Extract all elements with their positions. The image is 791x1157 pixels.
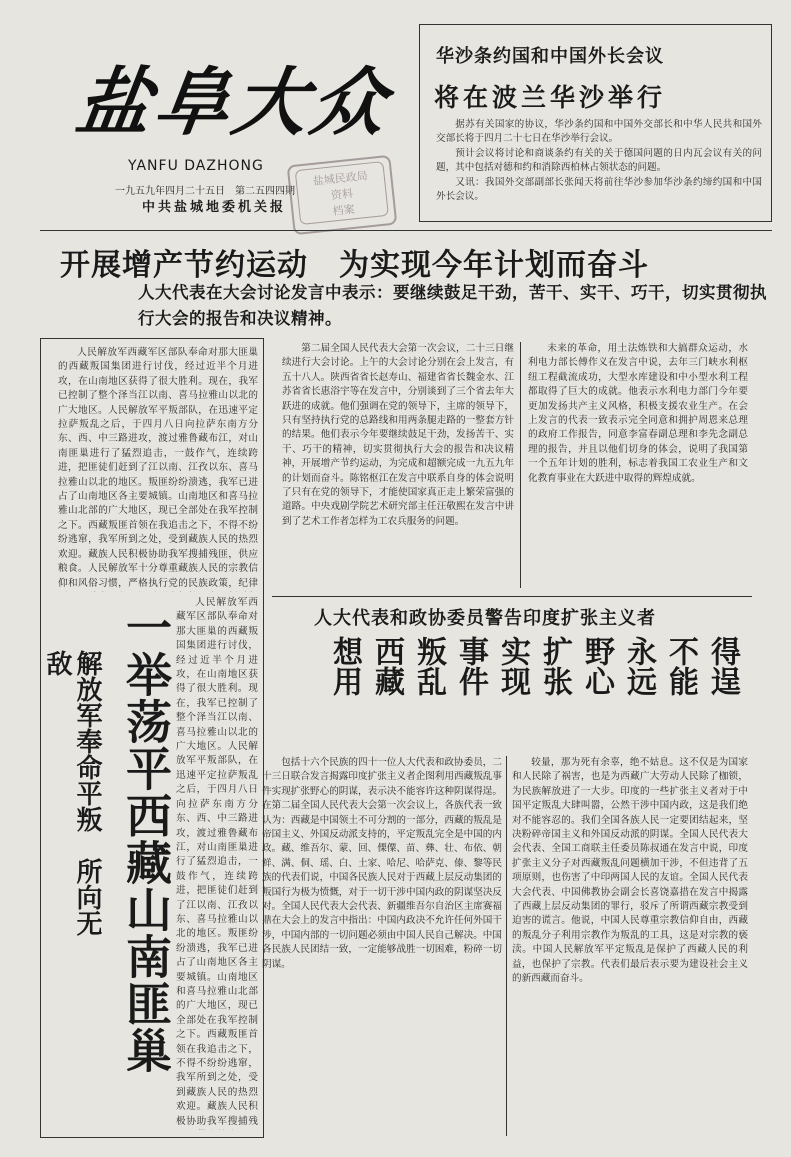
right-article-text: 包括十六个民族的四十一位人大代表和政协委员，二十三日联合发言揭露印度扩张主义者企图利用西藏叛乱事件实现扩张野心的阴谋，表示决不能容许这种阴谋得逞。在第二届全国人民代表大会第一次会议上，各族代表一致认为：西藏是中国领土不可分割的一部分，西藏的叛乱是帝国主义、外国反动派支持的，平定叛乱完全是中国的内政。藏、维吾尔、蒙、回、傈僳、苗、彝、壮、布依、朝鲜、满、侗、瑶、白、土家、哈尼、哈萨克、傣、黎等民族的代表们说，中国各民族人民对于西藏上层反动集团的叛国行为极为愤慨，对于一切干涉中国内政的阴谋坚决反对。全国人民代表大会代表、新疆维吾尔自治区主席赛福鼎在大会上的发言中指出：中国内政决不允许任何外国干涉，中国内部的一切问题必须由中国人民自己解决。中国各民族人民团结一致，一定能够战胜一切困难，粉碎一切阴谋。	[262, 757, 502, 970]
left-vertical-subhead: 解放军奉命平叛 所向无敌	[42, 650, 102, 936]
column-divider	[506, 756, 507, 1136]
main-headline: 开展增产节约运动 为实现今年计划而奋斗	[60, 248, 649, 283]
masthead-publisher: 中共盐城地委机关报	[142, 200, 287, 215]
vertical-head: 得逞	[705, 636, 740, 696]
stamp-text: 档案	[332, 202, 356, 219]
vertical-head: 想用	[327, 636, 362, 696]
left-article-text-continued: 人民解放军西藏军区部队奉命对那大匪巢的西藏叛国集团进行讨伐，经过近半个月进攻，在山南地区获得了很大胜利。现在，我军已控制了整个泽当江以南、喜马拉雅山以北的广大地区。人民解放军平叛部队，在迅速平定拉萨叛乱之后，于四月八日向拉萨东南方分东、西、中三路进攻，渡过雅鲁藏布江，对山南匪巢进行了猛烈追击，一鼓作气，连续跨进，把匪徒们赶到了江以南、江孜以东、喜马拉雅山以北的地区。叛匪纷纷溃逃，我军已进占了山南地区各主要城镇。山南地区和喜马拉雅山北部的广大地区，现已全部处在我军控制之下。西藏叛匪首领在我追击之下，不得不纷纷逃窜，我军所到之处，受到藏族人民的热烈欢迎。藏族人民积极协助我军搜捕残	[176, 597, 258, 1127]
news-box-subtitle: 将在波兰华沙举行	[434, 83, 667, 112]
column-divider	[520, 342, 521, 588]
center-article-text: 第二届全国人民代表大会第一次会议，二十三日继续进行大会讨论。上午的大会讨论分别在会上发言，有五十八人。陕西省省长赵寿山、福建省省长魏金水、江苏省省长惠浴宇等在发言中，分别谈到了三个省去年大跃进的成就。他们强调在党的领导下，主席的领导下，只有坚持执行党的总路线和用两条腿走路的一整套方针的结果。他们表示今年要继续鼓足干劲，发扬苦干、实干、巧干的精神，切实贯彻执行大会的报告和决议精神，开展增产节约运动，为完成和超额完成一九五九年的计划而奋斗。陈铭枢江在发言中联系自身的体会说明了只有在党的领导下，才能使国家真正走上繁荣富强的道路。中央戏剧学院艺术研究部主任汪敬熙在发言中讲到了艺术工作者怎样为工农兵服务的问题。	[282, 343, 514, 527]
archive-stamp	[287, 155, 398, 235]
stamp-icon	[291, 157, 393, 229]
right-article-col-2	[512, 756, 748, 1136]
stamp-text: 盐城民政局	[312, 169, 369, 188]
news-paragraph: 据苏有关国家的协议，华沙条约国和中国外交部长和中华人民共和国外交部长将于四月二十七日在华沙举行会议。	[436, 119, 762, 145]
vertical-heads-row	[310, 636, 738, 746]
vertical-head: 永远	[621, 636, 656, 696]
right-article-col-1	[262, 756, 502, 1136]
masthead-title: 盐阜大众	[71, 60, 396, 146]
stamp-text: 资料	[330, 186, 354, 203]
news-paragraph: 预计会议将讨论和商谈条约有关的关于德国问题的日内瓦会议有关的问题，其中包括对德和约和消除西柏林占领状态的问题。	[436, 147, 762, 174]
masthead-pinyin: YANFU DAZHONG	[128, 158, 264, 174]
right-article-title: 人大代表和政协委员警告印度扩张主义者	[314, 608, 656, 629]
right-top-article-text: 未来的革命，用土法炼铁和大搞群众运动，水利电力部长傅作义在发言中说，去年三门峡水利枢纽工程截流成功，大型水库建设和中小型水利工程都取得了巨大的成就。他表示水利电力部门今年要更加发扬共产主义风格，积极支援农业生产。在会上发言的代表一致表示完全同意和拥护周恩来总理的政府工作报告，同意李富春副总理和李先念副总理的报告，并且以他们切身的体会，说明了我国第一个五年计划的胜利，标志着我国工农业生产和文化教育事业在大跃进中取得的辉煌成就。	[528, 343, 748, 484]
left-article-body-top	[58, 346, 258, 592]
vertical-head: 不能	[663, 636, 698, 696]
vertical-head: 西藏	[369, 636, 404, 696]
left-article-body-side	[176, 596, 258, 1130]
left-article-text: 人民解放军西藏军区部队奉命对那大匪巢的西藏叛国集团进行讨伐，经过近半个月进攻，在山南地区获得了很大胜利。现在，我军已控制了整个泽当江以南、喜马拉雅山以北的广大地区。人民解放军平叛部队，在迅速平定拉萨叛乱之后，于四月八日向拉萨东南方分东、西、中三路进攻，渡过雅鲁藏布江，对山南匪巢进行了猛烈追击，一鼓作气，连续跨进，把匪徒们赶到了江以南、江孜以东、喜马拉雅山以北的地区。叛匪纷纷溃逃，我军已进占了山南地区各主要城镇。山南地区和喜马拉雅山北部的广大地区，现已全部处在我军控制之下。西藏叛匪首领在我追击之下，不得不纷纷逃窜，我军所到之处，受到藏族人民的热烈欢迎。藏族人民积极协助我军搜捕残匪，供应粮食。人民解放军十分尊重藏族人民的宗教信仰和风俗习惯，严格执行党的民族政策，纪律	[58, 347, 258, 589]
vertical-head: 实现	[495, 636, 530, 696]
masthead-divider	[40, 230, 772, 231]
vertical-head: 叛乱	[411, 636, 446, 696]
vertical-head: 野心	[579, 636, 614, 696]
left-vertical-headline: 一举荡平西藏山南匪巢	[119, 604, 173, 1074]
news-box-body	[436, 118, 762, 204]
news-box-title: 华沙条约国和中国外长会议	[436, 46, 664, 67]
masthead-date: 一九五九年四月二十五日 第二五四四期	[115, 186, 295, 197]
vertical-head: 扩张	[537, 636, 572, 696]
section-divider	[272, 596, 752, 597]
news-paragraph: 又讯：我国外交部副部长张闻天将前往华沙参加华沙条约缔约国和中国外长会议。	[436, 176, 762, 203]
main-subhead: 人大代表在大会讨论发言中表示：要继续鼓足干劲，苦干、实干、巧干，切实贯彻执行大会的报告和决议精神。	[138, 283, 767, 328]
vertical-head: 事件	[453, 636, 488, 696]
right-top-article	[528, 342, 748, 590]
right-article-text-continued: 较量，那为死有余辜，绝不姑息。这不仅是为国家和人民除了祸害，也是为西藏广大劳动人民除了枷锁，为民族解放进了一大步。印度的一些扩张主义者对于中国平定叛乱大肆叫嚣，公然干涉中国内政，这是我们绝对不能容忍的。我们全国各族人民一定要团结起来，坚决粉碎帝国主义和外国反动派的阴谋。全国人民代表大会代表、全国工商联主任委员陈叔通在发言中说，印度扩张主义分子对西藏叛乱问题横加干涉，不但违背了五项原则，也伤害了中印两国人民的友谊。全国人民代表大会代表、中国佛教协会副会长喜饶嘉措在发言中揭露了西藏上层反动集团的罪行，驳斥了所谓西藏宗教受到迫害的谎言。他说，中国人民尊重宗教信仰自由，西藏的叛乱分子利用宗教作为叛乱的工具，这是对宗教的亵渎。中国人民解放军平定叛乱是保护了西藏人民的利益，也保护了宗教。代表们最后表示要为建设社会主义的新西藏而奋斗。	[512, 757, 748, 985]
center-article	[282, 342, 514, 590]
